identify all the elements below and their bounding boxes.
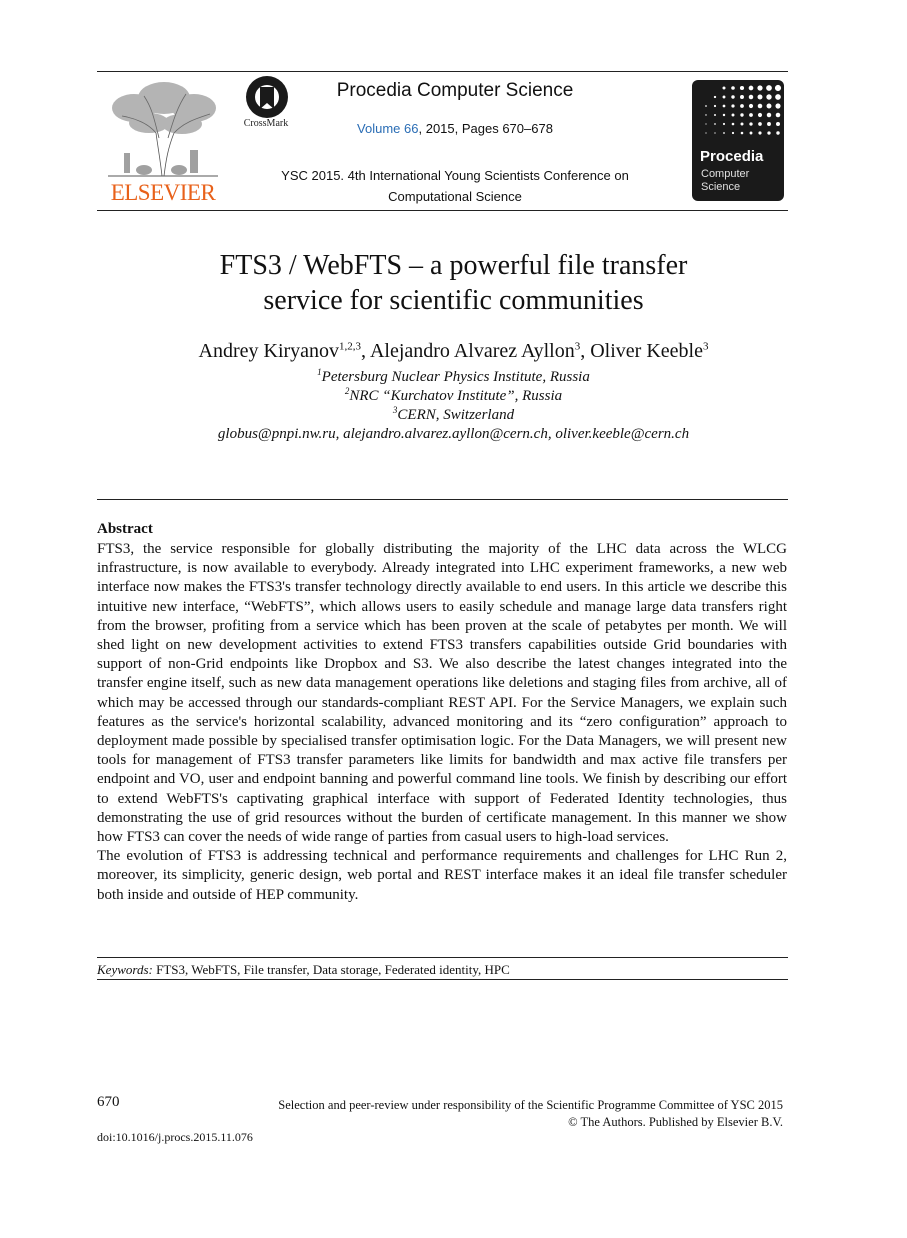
affiliation-2 [100, 388, 807, 405]
abstract-paragraph-1: FTS3, the service responsible for globally distributing the majority of the LHC data across the WLCG infrastructure, is now available to everybody. Already integrated into LHC experiment frameworks, a new web interface now makes the FTS3's transfer technology directly available to end users. In this article we describe this intuitive new interface, “WebFTS”, which allows users to easily schedule and manage large data transfers right from the browser, profiting from a service which has been proven at the scale of petabytes per month. We will shed light on new development activities to extend FTS3 transfers capabilities outside Grid boundaries with support of non-Grid endpoints like Dropbox and S3. We also describe the latest changes integrated into the transfer engine itself, such as new data management operations like deletions and staging files from archive, all of which may be accessed through our standards-compliant REST API. For the Service Managers, we explain such features as the service's horizontal scalability, advanced monitoring and its “zero configuration” approach to deployment made possible by specialised transfer optimisation logic. For the Data Managers, we will present new tools for management of FTS3 transfer parameters like limits for bandwidth and max active file transfers per endpoint and VO, user and endpoint banning and powerful command line tools. We finish by describing our effort to extend WebFTS's captivating graphical interface with support of Federated Identity technologies, thus demonstrating the use of grid resources without the burden of certificate management. In this manner we show how FTS3 can cover the needs of wide range of parties from casual users to high-load services. [97, 541, 787, 846]
header-bottom-rule [97, 210, 788, 211]
author-affil-sup: 1,2,3 [339, 340, 362, 353]
doi-link[interactable]: doi:10.1016/j.procs.2015.11.076 [97, 1130, 253, 1144]
elsevier-wordmark: ELSEVIER [110, 180, 216, 205]
procedia-dot [758, 104, 763, 109]
paper-title [100, 248, 807, 318]
author-name: Andrey Kiryanov [198, 340, 340, 362]
procedia-dot [776, 122, 780, 126]
abstract-heading: Abstract [97, 521, 153, 537]
affiliation-text: CERN, Switzerland [397, 407, 515, 423]
procedia-dot [732, 123, 735, 126]
procedia-dot [732, 132, 734, 134]
conference-line-2: Computational Science [388, 189, 522, 204]
procedia-dot [749, 95, 753, 99]
title-line-1: FTS3 / WebFTS – a powerful file transfer [219, 250, 688, 281]
procedia-dot [757, 85, 762, 90]
keywords-text: FTS3, WebFTS, File transfer, Data storage, Federated identity, HPC [152, 962, 510, 977]
footer-notice [160, 1097, 783, 1131]
procedia-cover-logo [692, 80, 784, 201]
conference-name [255, 165, 655, 207]
procedia-dot [758, 122, 762, 126]
procedia-dot [758, 113, 762, 117]
procedia-sub-line-2: Science [701, 181, 741, 193]
crossmark-label: CrossMark [243, 118, 289, 129]
procedia-dot [714, 123, 716, 125]
keywords-bottom-rule [97, 979, 788, 980]
procedia-dot [767, 122, 771, 126]
procedia-dot [714, 96, 716, 98]
procedia-dot [740, 104, 744, 108]
affiliation-text: NRC “Kurchatov Institute”, Russia [349, 388, 563, 404]
procedia-dot [741, 123, 744, 126]
procedia-dot [705, 123, 706, 124]
procedia-dot [723, 114, 725, 116]
affiliation-3 [100, 407, 807, 424]
procedia-dot [722, 86, 725, 89]
procedia-dot [767, 113, 771, 117]
procedia-dot [749, 104, 753, 108]
procedia-subtitle [701, 168, 749, 194]
volume-link[interactable]: Volume 66 [357, 121, 419, 136]
procedia-dot [740, 95, 744, 99]
author-name: Alejandro Alvarez Ayllon [369, 340, 575, 362]
keywords-top-rule [97, 957, 788, 958]
author-name: Oliver Keeble [590, 340, 703, 362]
procedia-dot [758, 95, 763, 100]
conference-line-1: YSC 2015. 4th International Young Scientists Conference on [281, 168, 629, 183]
header-top-rule [97, 71, 788, 72]
author-affil-sup: 3 [574, 340, 581, 353]
procedia-dot [723, 96, 726, 99]
author-separator: , [580, 340, 591, 362]
procedia-dot [766, 94, 771, 99]
procedia-dot [758, 131, 761, 134]
procedia-dot [732, 114, 735, 117]
keywords-line [97, 962, 787, 978]
abstract-top-rule [97, 499, 788, 500]
affiliation-sup: 2 [344, 386, 350, 396]
procedia-dot [749, 86, 754, 91]
procedia-dot [767, 104, 772, 109]
procedia-dot [776, 131, 779, 134]
keywords-label: Keywords: [97, 962, 153, 977]
procedia-dot [775, 85, 781, 91]
abstract-paragraph-2: The evolution of FTS3 is addressing technical and performance requirements and challenges for LHC Run 2, moreover, its simplicity, generic design, web portal and REST interface makes it an ideal file transfer scheduler both inside and outside of HEP community. [97, 848, 787, 903]
journal-name: Procedia Computer Science [336, 80, 574, 101]
affiliation-1 [100, 369, 807, 386]
procedia-dot [714, 114, 716, 116]
author-affil-sup: 3 [702, 340, 709, 353]
procedia-dot [741, 132, 744, 135]
procedia-dot [775, 103, 780, 108]
procedia-dot [766, 85, 772, 91]
procedia-word: Procedia [700, 148, 764, 165]
procedia-dot [731, 86, 735, 90]
procedia-dot [767, 131, 770, 134]
procedia-dot [705, 114, 706, 115]
page-number: 670 [97, 1094, 120, 1110]
procedia-dot [705, 105, 707, 107]
procedia-dot [705, 132, 706, 133]
procedia-dot [723, 105, 726, 108]
procedia-dot [750, 132, 753, 135]
author-list [100, 340, 807, 363]
procedia-dot [749, 113, 753, 117]
title-line-2: service for scientific communities [263, 285, 644, 316]
footer-line-1: Selection and peer-review under responsibility of the Scientific Programme Committee of YSC 2015 [278, 1098, 783, 1112]
affiliation-sup: 3 [392, 405, 398, 415]
footer-line-2: © The Authors. Published by Elsevier B.V. [568, 1115, 783, 1129]
procedia-dot [740, 86, 744, 90]
procedia-dot [749, 122, 752, 125]
volume-pages: , 2015, Pages 670–678 [418, 121, 553, 136]
procedia-dot [731, 104, 734, 107]
author-separator: , [361, 340, 370, 362]
procedia-dot [714, 132, 715, 133]
procedia-dot [723, 132, 725, 134]
affiliation-sup: 1 [317, 367, 322, 377]
procedia-sub-line-1: Computer [701, 168, 750, 180]
procedia-dot [723, 123, 725, 125]
procedia-dot [775, 94, 781, 100]
abstract-body [97, 540, 787, 905]
volume-info [305, 121, 605, 136]
procedia-dot [714, 105, 716, 107]
procedia-dots-icon [692, 80, 784, 150]
procedia-dot [740, 113, 743, 116]
affiliation-text: Petersburg Nuclear Physics Institute, Russia [321, 369, 590, 385]
procedia-dot [731, 95, 734, 98]
procedia-dot [776, 113, 781, 118]
author-emails: globus@pnpi.nw.ru, alejandro.alvarez.ayllon@cern.ch, oliver.keeble@cern.ch [217, 426, 690, 442]
